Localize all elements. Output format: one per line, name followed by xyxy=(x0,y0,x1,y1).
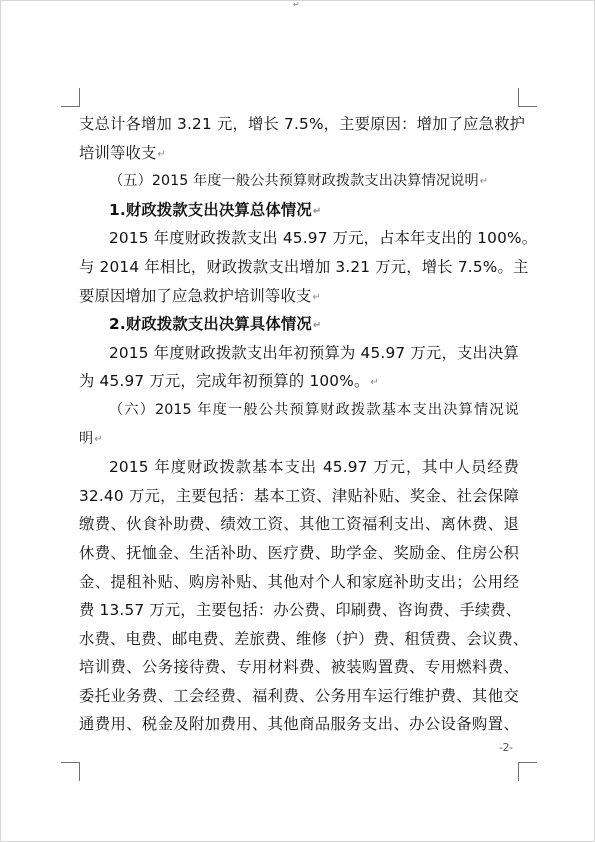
text-line-19: 水费、电费、邮电费、差旅费、维修（护）费、租赁费、会议费、 xyxy=(79,629,529,648)
paragraph-mark: ↵ xyxy=(312,320,322,332)
crop-mark-top-right xyxy=(518,88,537,107)
crop-mark-bottom-left xyxy=(61,762,80,781)
crop-mark-bottom-right xyxy=(518,762,537,781)
text-line-15: 缴费、伙食补助费、绩效工资、其他工资福利支出、离休费、退 xyxy=(79,515,519,534)
text-line-10: 为 45.97 万元，完成年初预算的 100%。↵ xyxy=(79,372,380,391)
text-line-17: 金、提租补贴、购房补贴、其他对个人和家庭补助支出；公用经 xyxy=(79,572,519,591)
text-line-16: 休费、抚恤金、生活补助、医疗费、助学金、奖励金、住房公积 xyxy=(79,543,519,562)
section-heading-6: （六）2015 年度一般公共预算财政拨款基本支出决算情况说 xyxy=(109,401,519,418)
text-line-12: 明↵ xyxy=(79,430,103,447)
text-line-18: 费 13.57 万元，主要包括：办公费、印刷费、咨询费、手续费、 xyxy=(79,601,522,620)
text-line-20: 培训费、公务接待费、专用材料费、被装购置费、专用燃料费、 xyxy=(79,658,519,677)
text-line-21: 委托业务费、工会经费、福利费、公务用车运行维护费、其他交 xyxy=(79,686,519,705)
text-line-1: 支总计各增加 3.21 元，增长 7.5%，主要原因：增加了应急救护 xyxy=(79,115,526,133)
page-number: -2- xyxy=(499,741,513,754)
text-line-6: 与 2014 年相比，财政拨款支出增加 3.21 万元，增长 7.5%。主 xyxy=(79,257,529,276)
paragraph-mark: ↵ xyxy=(312,291,322,303)
text-line-22: 通费用、税金及附加费用、其他商品服务支出、办公设备购置、 xyxy=(79,715,519,734)
text-line-13: 2015 年度财政拨款基本支出 45.97 万元，其中人员经费 xyxy=(109,458,519,477)
paragraph-mark: ↵ xyxy=(370,377,380,389)
text-line-14: 32.40 万元，主要包括：基本工资、津贴补贴、奖金、社会保障 xyxy=(79,486,519,505)
paragraph-mark: ↵ xyxy=(94,433,103,445)
paragraph-mark: ↵ xyxy=(157,148,167,160)
subheading-1: 1.财政拨款支出决算总体情况↵ xyxy=(109,200,322,219)
top-paragraph-mark: ↵ xyxy=(293,0,300,9)
section-heading-5: （五）2015 年度一般公共预算财政拨款支出决算情况说明↵ xyxy=(109,173,489,190)
paragraph-mark: ↵ xyxy=(479,176,489,188)
subheading-2: 2.财政拨款支出决算具体情况↵ xyxy=(109,315,322,334)
document-body[interactable] xyxy=(79,110,538,739)
crop-mark-top-left xyxy=(61,88,80,107)
text-line-7: 要原因增加了应急救护培训等收支↵ xyxy=(79,286,322,305)
paragraph-mark: ↵ xyxy=(312,205,322,217)
text-line-2: 培训等收支↵ xyxy=(79,143,167,162)
text-line-5: 2015 年度财政拨款支出 45.97 万元，占本年支出的 100%。 xyxy=(109,229,538,248)
text-line-9: 2015 年度财政拨款支出年初预算为 45.97 万元，支出决算 xyxy=(109,343,519,362)
